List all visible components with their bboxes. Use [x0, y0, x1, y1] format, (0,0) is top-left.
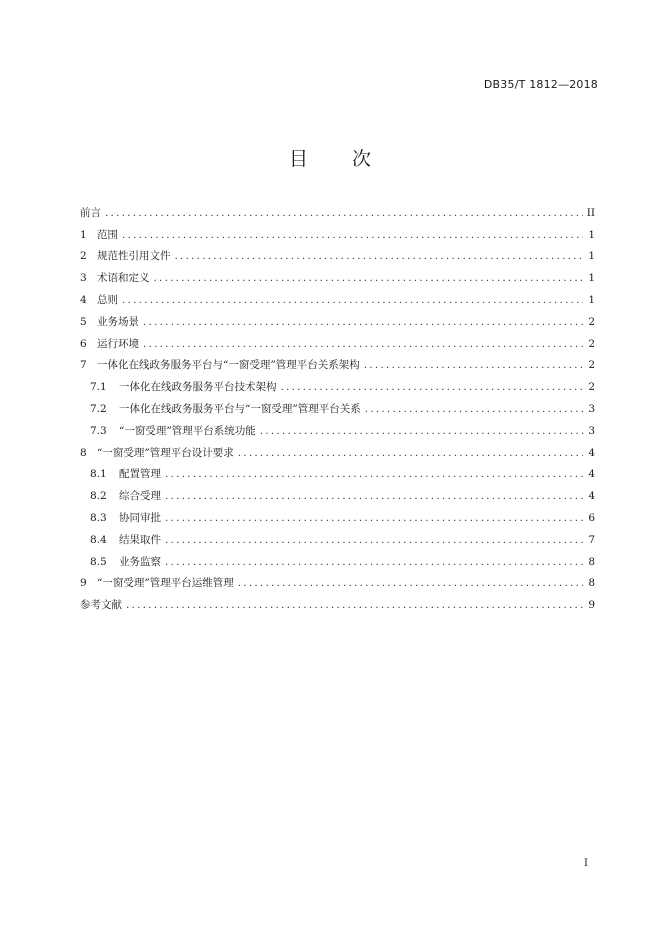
toc-entry-label: 术语和定义 [97, 272, 150, 285]
toc-entry-page: 3 [588, 424, 595, 437]
toc-title-char-1: 目 [288, 148, 310, 170]
toc-entry-label: “一窗受理”管理平台系统功能 [119, 424, 256, 437]
toc-entry-number: 8.5 [90, 555, 107, 568]
toc-entry-label: 规范性引用文件 [97, 250, 171, 263]
toc-entry-number: 8.3 [90, 511, 107, 524]
toc-entry-number: 4 [80, 293, 87, 306]
toc-entry-number: 7.3 [90, 424, 107, 437]
toc-entry[interactable] [80, 438, 595, 460]
toc-dot-leader [165, 533, 583, 547]
toc-entry-label: 总则 [97, 293, 118, 306]
page-number: I [584, 858, 588, 869]
toc-entry[interactable] [80, 242, 595, 264]
toc-entry[interactable] [80, 198, 595, 220]
toc-entry-number: 8.4 [90, 533, 107, 546]
toc-entry-number: 7 [80, 359, 87, 372]
toc-entry-label: 综合受理 [119, 490, 161, 503]
toc-entry[interactable] [80, 460, 595, 482]
toc-entry[interactable] [80, 481, 595, 503]
toc-entry-page: 4 [588, 446, 595, 459]
toc-entry-number: 2 [80, 250, 87, 263]
toc-entry[interactable] [80, 329, 595, 351]
toc-entry-label: 参考文献 [80, 599, 122, 612]
toc-entry[interactable] [80, 263, 595, 285]
toc-entry-label: 配置管理 [119, 468, 161, 481]
toc-entry-page: 1 [588, 272, 595, 285]
toc-entry-label: 结果取件 [119, 533, 161, 546]
toc-entry-number: 5 [80, 315, 87, 328]
toc-title [0, 144, 662, 171]
toc-entry-label: 业务场景 [97, 315, 139, 328]
toc-entry-page: 4 [588, 468, 595, 481]
toc-entry-label: “一窗受理”管理平台设计要求 [97, 446, 234, 459]
toc-dot-leader [238, 576, 583, 590]
toc-entry[interactable] [80, 372, 595, 394]
toc-entry-label: 业务监察 [119, 555, 161, 568]
toc-entry-number: 1 [80, 228, 87, 241]
toc-entry[interactable] [80, 525, 595, 547]
table-of-contents [80, 198, 595, 612]
document-code: DB35/T 1812—2018 [483, 78, 598, 91]
toc-entry[interactable] [80, 394, 595, 416]
toc-entry-page: 9 [588, 599, 595, 612]
toc-entry[interactable] [80, 547, 595, 569]
toc-entry-page: II [586, 206, 595, 219]
toc-entry-number: 8.2 [90, 490, 107, 503]
toc-entry-page: 8 [588, 577, 595, 590]
toc-entry[interactable] [80, 503, 595, 525]
toc-entry-number: 7.1 [90, 381, 107, 394]
toc-entry-number: 8 [80, 446, 87, 459]
toc-entry-number: 9 [80, 577, 87, 590]
toc-entry-page: 3 [588, 402, 595, 415]
toc-entry-page: 4 [588, 490, 595, 503]
toc-entry-page: 2 [588, 315, 595, 328]
toc-entry[interactable] [80, 569, 595, 591]
toc-dot-leader [154, 271, 584, 285]
toc-dot-leader [238, 446, 583, 460]
toc-entry-page: 1 [588, 250, 595, 263]
toc-entry-number: 7.2 [90, 402, 107, 415]
toc-entry-page: 1 [588, 293, 595, 306]
toc-entry-label: 前言 [80, 206, 101, 219]
toc-entry-number: 6 [80, 337, 87, 350]
toc-entry-label: 范围 [97, 228, 118, 241]
toc-dot-leader [143, 315, 583, 329]
toc-entry-number: 3 [80, 272, 87, 285]
toc-entry[interactable] [80, 416, 595, 438]
toc-entry-page: 6 [588, 511, 595, 524]
toc-entry[interactable] [80, 590, 595, 612]
toc-dot-leader [122, 293, 583, 307]
toc-entry-page: 7 [588, 533, 595, 546]
toc-entry-page: 1 [588, 228, 595, 241]
toc-dot-leader [165, 555, 583, 569]
toc-entry-page: 2 [588, 337, 595, 350]
toc-dot-leader [175, 249, 584, 263]
toc-entry-label: 协同审批 [119, 511, 161, 524]
toc-dot-leader [165, 489, 583, 503]
toc-entry[interactable] [80, 220, 595, 242]
toc-dot-leader [260, 424, 583, 438]
toc-entry-label: 一体化在线政务服务平台与“一窗受理”管理平台关系 [119, 402, 361, 415]
toc-entry[interactable] [80, 307, 595, 329]
toc-entry-page: 8 [588, 555, 595, 568]
toc-entry[interactable] [80, 285, 595, 307]
toc-dot-leader [281, 380, 584, 394]
toc-dot-leader [365, 402, 583, 416]
toc-entry-page: 2 [588, 359, 595, 372]
toc-dot-leader [165, 467, 583, 481]
toc-entry-label: 一体化在线政务服务平台技术架构 [119, 381, 277, 394]
toc-entry-label: 运行环境 [97, 337, 139, 350]
toc-dot-leader [122, 228, 583, 242]
toc-entry-label: “一窗受理”管理平台运维管理 [97, 577, 234, 590]
toc-dot-leader [165, 511, 583, 525]
toc-entry-number: 8.1 [90, 468, 107, 481]
toc-title-char-2: 次 [352, 148, 374, 170]
toc-entry-label: 一体化在线政务服务平台与“一窗受理”管理平台关系架构 [97, 359, 360, 372]
toc-dot-leader [364, 358, 583, 372]
toc-entry-page: 2 [588, 381, 595, 394]
toc-dot-leader [143, 337, 583, 351]
toc-dot-leader [126, 598, 583, 612]
toc-dot-leader [105, 206, 583, 220]
toc-entry[interactable] [80, 351, 595, 373]
